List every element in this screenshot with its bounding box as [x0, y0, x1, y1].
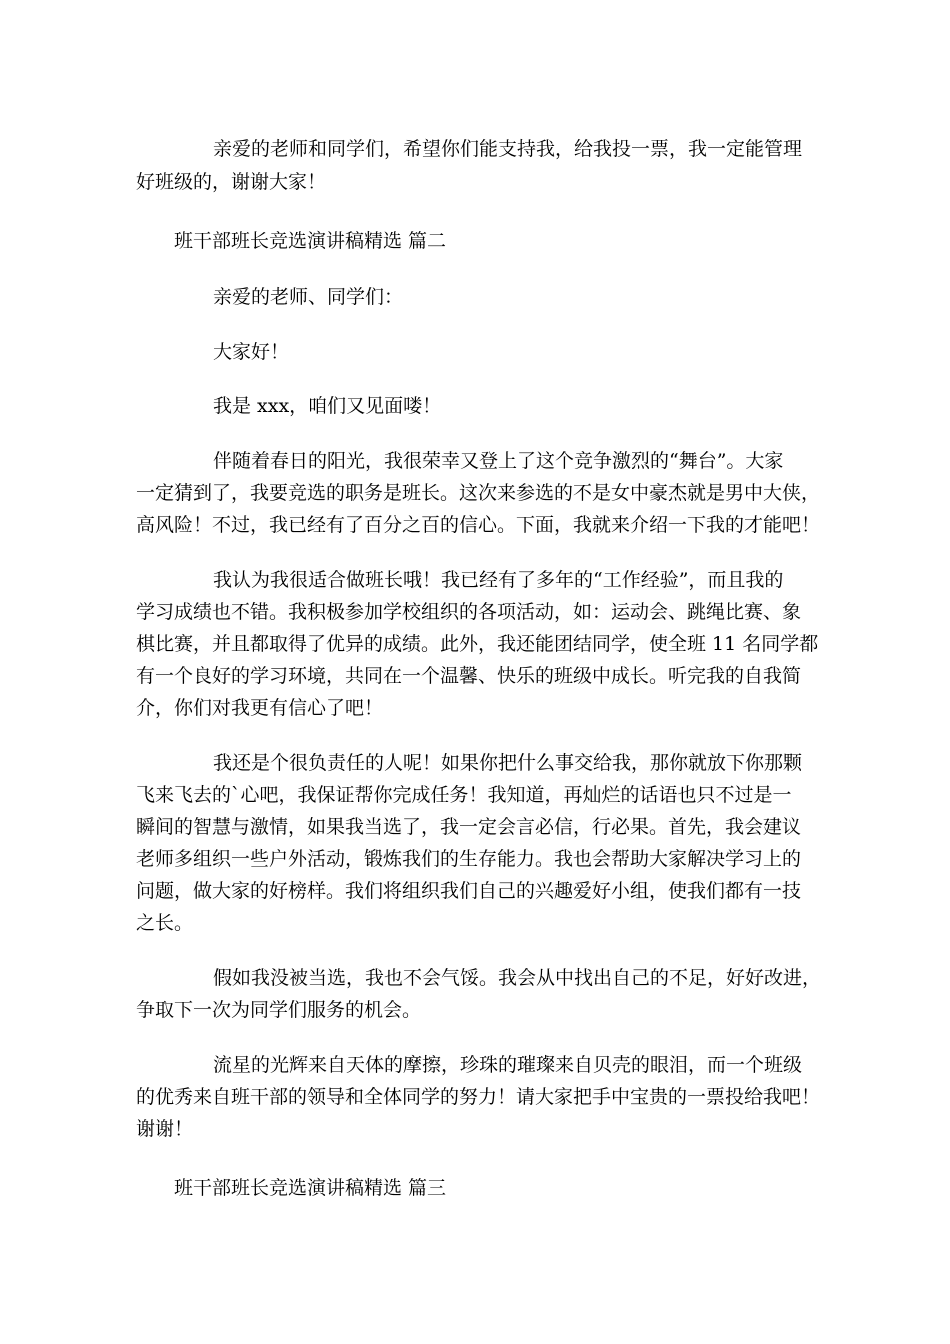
paragraph-line: 学习成绩也不错。我积极参加学校组织的各项活动，如：运动会、跳绳比赛、象	[136, 601, 802, 623]
paragraph-line: 谢谢！	[136, 1118, 194, 1140]
paragraph-line: 介，你们对我更有信心了吧！	[136, 697, 384, 719]
paragraph-line: 的优秀来自班干部的领导和全体同学的努力！请大家把手中宝贵的一票投给我吧！	[136, 1086, 821, 1108]
paragraph-line: 有一个良好的学习环境，共同在一个温馨、快乐的班级中成长。听完我的自我简	[136, 665, 802, 687]
paragraph-line: 我是 xxx，咱们又见面喽！	[213, 395, 442, 417]
paragraph-line: 一定猜到了，我要竞选的职务是班长。这次来参选的不是女中豪杰就是男中大侠，	[136, 482, 821, 504]
paragraph-line: 争取下一次为同学们服务的机会。	[136, 999, 422, 1021]
paragraph-line: 棋比赛，并且都取得了优异的成绩。此外，我还能团结同学，使全班 11 名同学都	[136, 633, 819, 655]
greeting: 大家好！	[213, 341, 290, 363]
paragraph-line: 好班级的，谢谢大家！	[136, 171, 327, 193]
salutation: 亲爱的老师、同学们：	[213, 286, 404, 308]
paragraph-line: 高风险！不过，我已经有了百分之百的信心。下面，我就来介绍一下我的才能吧！	[136, 514, 821, 536]
paragraph-line: 之长。	[136, 912, 194, 934]
paragraph-line: 老师多组织一些户外活动，锻炼我们的生存能力。我也会帮助大家解决学习上的	[136, 848, 802, 870]
paragraph-line: 我认为我很适合做班长哦！我已经有了多年的“工作经验”，而且我的	[213, 569, 784, 591]
section-heading: 班干部班长竞选演讲稿精选 篇二	[174, 230, 447, 252]
paragraph-line: 瞬间的智慧与激情，如果我当选了，我一定会言必信，行必果。首先，我会建议	[136, 816, 802, 838]
section-heading: 班干部班长竞选演讲稿精选 篇三	[174, 1177, 447, 1199]
paragraph-line: 伴随着春日的阳光，我很荣幸又登上了这个竞争激烈的“舞台”。大家	[213, 450, 784, 472]
paragraph-line: 假如我没被当选，我也不会气馁。我会从中找出自己的不足，好好改进，	[213, 967, 822, 989]
paragraph-line: 亲爱的老师和同学们，希望你们能支持我，给我投一票，我一定能管理	[213, 138, 803, 160]
paragraph-line: 我还是个很负责任的人呢！如果你把什么事交给我，那你就放下你那颗	[213, 752, 803, 774]
paragraph-line: 流星的光辉来自天体的摩擦，珍珠的璀璨来自贝壳的眼泪，而一个班级	[213, 1054, 803, 1076]
paragraph-line: 问题，做大家的好榜样。我们将组织我们自己的兴趣爱好小组，使我们都有一技	[136, 880, 802, 902]
paragraph-line: 飞来飞去的`心吧，我保证帮你完成任务！我知道，再灿烂的话语也只不过是一	[136, 784, 792, 806]
